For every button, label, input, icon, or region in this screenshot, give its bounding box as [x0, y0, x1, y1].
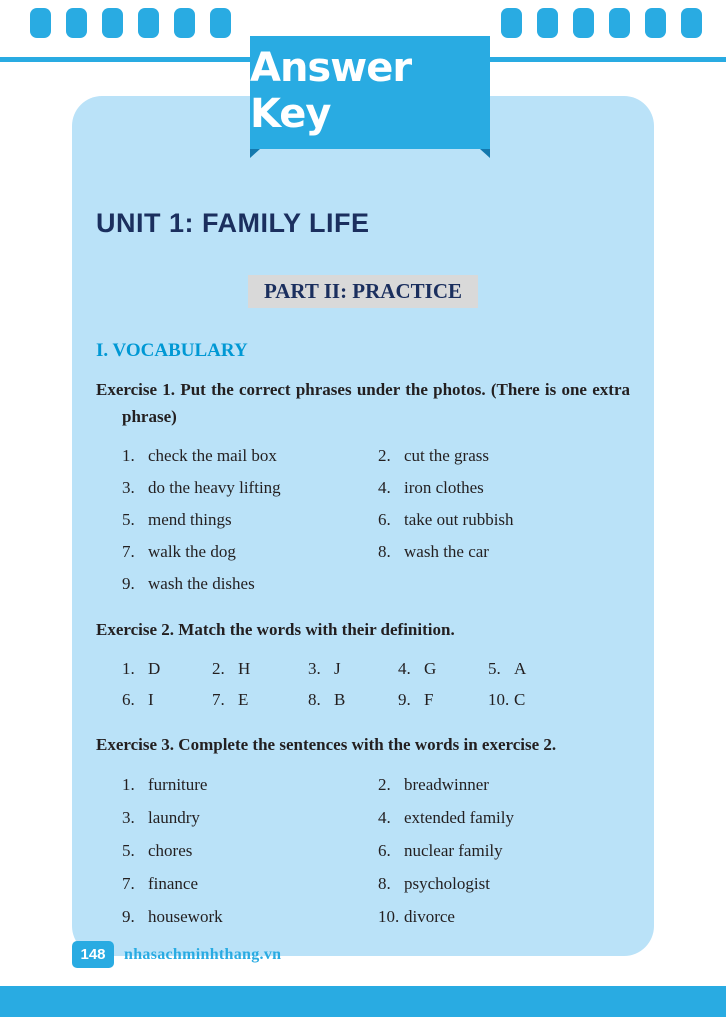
item-number: 6.	[378, 841, 391, 860]
answer-item	[122, 472, 378, 504]
item-number: 9.	[122, 574, 135, 593]
sprocket-hole	[210, 8, 231, 38]
item-text: iron clothes	[404, 478, 484, 497]
item-text: extended family	[404, 808, 514, 827]
item-text: laundry	[148, 808, 200, 827]
item-number: 6.	[378, 510, 391, 529]
answer-item	[308, 653, 398, 684]
answer-item	[308, 684, 398, 715]
item-text: D	[148, 659, 161, 678]
item-number: 9.	[122, 907, 135, 926]
answer-item	[122, 684, 212, 715]
item-number: 9.	[398, 690, 411, 709]
item-text: H	[238, 659, 251, 678]
item-number: 3.	[122, 808, 135, 827]
answer-item	[378, 536, 630, 568]
exercise2-answers	[122, 653, 630, 715]
item-number: 2.	[212, 659, 225, 678]
item-text: F	[424, 690, 434, 709]
sprocket-hole	[174, 8, 195, 38]
sprocket-row-left	[30, 8, 231, 38]
answer-item	[122, 440, 378, 472]
item-number: 8.	[308, 690, 321, 709]
sprocket-hole	[102, 8, 123, 38]
item-number: 10.	[378, 907, 400, 926]
answer-item	[122, 900, 378, 933]
section-title: I. VOCABULARY	[96, 340, 248, 361]
exercise1-answers	[122, 440, 630, 600]
sprocket-row-right	[501, 8, 702, 38]
item-number: 2.	[378, 446, 391, 465]
answer-item	[122, 536, 378, 568]
item-number: 3.	[122, 478, 135, 497]
bottom-bar-decoration	[0, 986, 726, 1017]
answer-item	[212, 684, 308, 715]
sprocket-hole	[609, 8, 630, 38]
item-number: 8.	[378, 874, 391, 893]
exercise3-heading: Exercise 3. Complete the sentences with the words in exercise 2.	[96, 735, 557, 754]
item-text: finance	[148, 874, 199, 893]
answer-item	[488, 653, 630, 684]
answer-item	[122, 653, 212, 684]
item-number: 1.	[122, 659, 135, 678]
item-text: breadwinner	[404, 775, 489, 794]
sprocket-hole	[681, 8, 702, 38]
unit-title: UNIT 1: FAMILY LIFE	[96, 208, 370, 238]
answer-item	[122, 768, 378, 801]
banner-title: Answer Key	[250, 45, 412, 137]
content-card	[72, 96, 654, 956]
sprocket-hole	[573, 8, 594, 38]
answer-item	[212, 653, 308, 684]
part-title-row	[96, 275, 630, 308]
item-number: 8.	[378, 542, 391, 561]
answer-item	[378, 768, 630, 801]
answer-item	[378, 440, 630, 472]
website-text: nhasachminhthang.vn	[124, 946, 282, 963]
sprocket-hole	[537, 8, 558, 38]
item-text: B	[334, 690, 346, 709]
answer-key-banner	[250, 36, 490, 149]
answer-item	[378, 834, 630, 867]
item-number: 4.	[378, 808, 391, 827]
sprocket-hole	[66, 8, 87, 38]
item-number: 2.	[378, 775, 391, 794]
answer-item	[122, 801, 378, 834]
part-title: PART II: PRACTICE	[248, 275, 478, 308]
answer-item	[122, 867, 378, 900]
answer-item	[488, 684, 630, 715]
item-number: 6.	[122, 690, 135, 709]
item-text: cut the grass	[404, 446, 489, 465]
answer-item	[378, 801, 630, 834]
answer-item	[398, 653, 488, 684]
sprocket-hole	[138, 8, 159, 38]
answer-item	[378, 504, 630, 536]
sprocket-hole	[645, 8, 666, 38]
item-text: J	[334, 659, 341, 678]
film-strip-decoration	[0, 8, 726, 38]
item-text: do the heavy lifting	[148, 478, 281, 497]
item-text: nuclear family	[404, 841, 503, 860]
item-number: 1.	[122, 775, 135, 794]
item-text: chores	[148, 841, 193, 860]
item-text: check the mail box	[148, 446, 277, 465]
item-number: 4.	[398, 659, 411, 678]
item-text: wash the dishes	[148, 574, 255, 593]
exercise2-heading: Exercise 2. Match the words with their definition.	[96, 620, 455, 639]
item-number: 7.	[122, 542, 135, 561]
item-text: A	[514, 659, 527, 678]
item-text: furniture	[148, 775, 208, 794]
item-text: housework	[148, 907, 223, 926]
item-text: wash the car	[404, 542, 489, 561]
item-text: divorce	[404, 907, 455, 926]
item-number: 7.	[122, 874, 135, 893]
answer-item	[378, 472, 630, 504]
answer-item	[398, 684, 488, 715]
item-text: I	[148, 690, 154, 709]
answer-item	[378, 900, 630, 933]
item-text: psychologist	[404, 874, 490, 893]
item-number: 7.	[212, 690, 225, 709]
page-number-badge: 148	[72, 941, 114, 968]
item-text: take out rubbish	[404, 510, 514, 529]
item-number: 1.	[122, 446, 135, 465]
answer-item	[122, 834, 378, 867]
sprocket-hole	[501, 8, 522, 38]
exercise1-heading: Exercise 1. Put the correct phrases under the photos. (There is one extra phrase)	[96, 380, 630, 426]
answer-item	[378, 867, 630, 900]
item-text: walk the dog	[148, 542, 236, 561]
item-text: mend things	[148, 510, 232, 529]
item-number: 5.	[122, 510, 135, 529]
sprocket-hole	[30, 8, 51, 38]
item-number: 5.	[488, 659, 501, 678]
item-text: C	[514, 690, 526, 709]
item-text: E	[238, 690, 249, 709]
item-number: 10.	[488, 690, 510, 709]
exercise3-answers	[122, 768, 630, 933]
answer-item	[122, 504, 378, 536]
answer-item	[122, 568, 378, 600]
item-number: 5.	[122, 841, 135, 860]
item-text: G	[424, 659, 437, 678]
item-number: 4.	[378, 478, 391, 497]
item-number: 3.	[308, 659, 321, 678]
